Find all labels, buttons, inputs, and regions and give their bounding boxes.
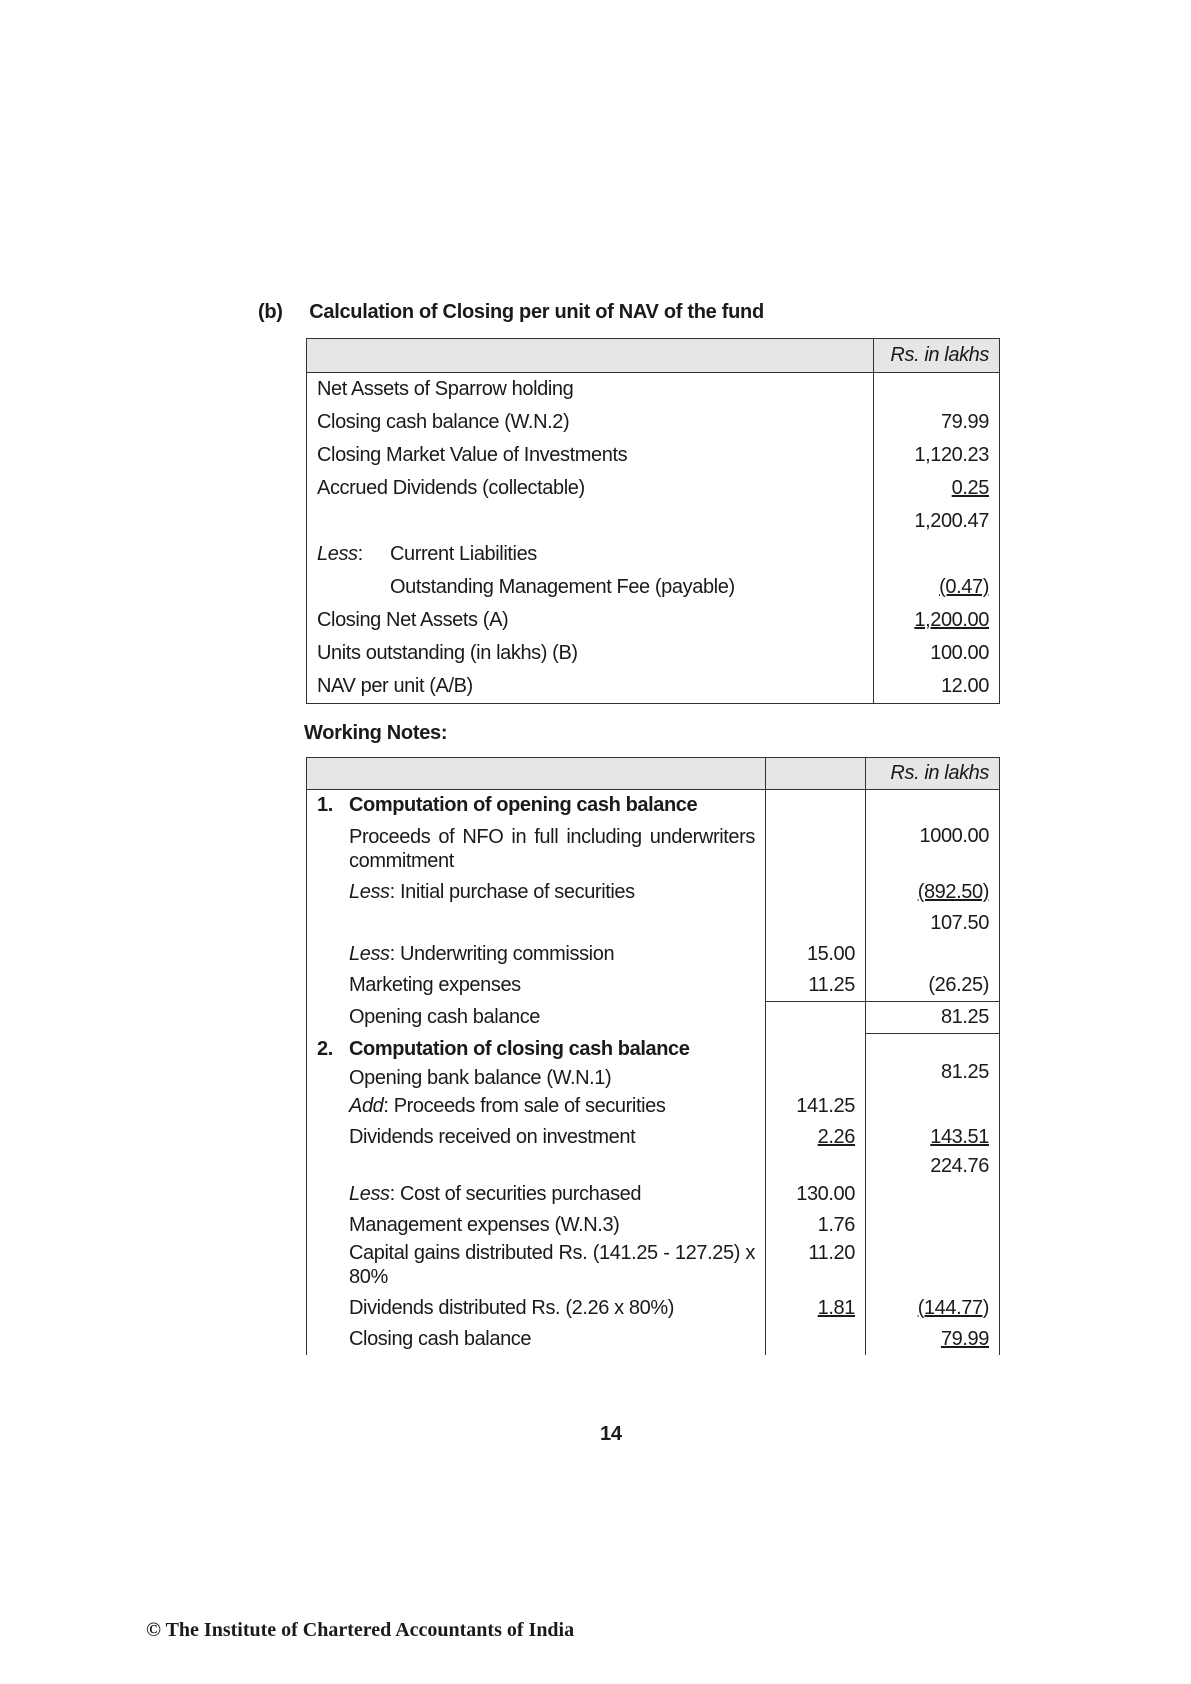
table-row: Proceeds of NFO in full including underwriters commitment 1000.00 (307, 821, 1000, 877)
table-row: Less: Current Liabilities (307, 538, 1000, 571)
table-header-row (307, 758, 1000, 790)
table-row: Capital gains distributed Rs. (141.25 - 127.25) x 80% 11.20 (307, 1241, 1000, 1293)
nav-calculation-table (306, 338, 1000, 704)
table-row: Dividends distributed Rs. (2.26 x 80%) 1.81 (144.77) (307, 1293, 1000, 1324)
table-row: Less: Initial purchase of securities (892.50) (307, 877, 1000, 908)
table-row: Management expenses (W.N.3) 1.76 (307, 1210, 1000, 1241)
table-row: Units outstanding (in lakhs) (B) 100.00 (307, 637, 1000, 670)
table-row: Opening bank balance (W.N.1) 81.25 (307, 1065, 1000, 1091)
table-row: Outstanding Management Fee (payable) (0.47) (307, 571, 1000, 604)
table-row: Net Assets of Sparrow holding (307, 373, 1000, 407)
section-heading (258, 301, 764, 324)
table-row: Closing Market Value of Investments 1,120.23 (307, 439, 1000, 472)
table-row: Opening cash balance 81.25 (307, 1002, 1000, 1034)
page-number: 14 (600, 1423, 622, 1445)
unit-header: Rs. in lakhs (866, 758, 1000, 790)
table-row: 107.50 (307, 908, 1000, 939)
table-row: Closing Net Assets (A) 1,200.00 (307, 604, 1000, 637)
table-row: Closing cash balance (W.N.2) 79.99 (307, 406, 1000, 439)
working-notes-table (306, 757, 1000, 1355)
table-row: 1. Computation of opening cash balance (307, 790, 1000, 822)
table-header-row (307, 339, 1000, 373)
unit-header: Rs. in lakhs (874, 339, 1000, 373)
table-row: Closing cash balance 79.99 (307, 1324, 1000, 1355)
table-row: Less: Cost of securities purchased 130.00 (307, 1179, 1000, 1210)
table-row: 224.76 (307, 1153, 1000, 1179)
table-row: Dividends received on investment 2.26 143.51 (307, 1122, 1000, 1153)
section-tag: (b) (258, 301, 283, 323)
working-notes-title: Working Notes: (304, 722, 448, 744)
table-row: 1,200.47 (307, 505, 1000, 538)
table-row: Accrued Dividends (collectable) 0.25 (307, 472, 1000, 505)
section-title: Calculation of Closing per unit of NAV of the fund (309, 301, 764, 323)
table-row: 2. Computation of closing cash balance (307, 1034, 1000, 1065)
table-row: Less: Underwriting commission 15.00 (307, 939, 1000, 970)
table-row: NAV per unit (A/B) 12.00 (307, 670, 1000, 704)
table-row: Marketing expenses 11.25 (26.25) (307, 970, 1000, 1002)
footer-copyright: © The Institute of Chartered Accountants of India (146, 1619, 575, 1641)
table-row: Add: Proceeds from sale of securities 141.25 (307, 1091, 1000, 1122)
